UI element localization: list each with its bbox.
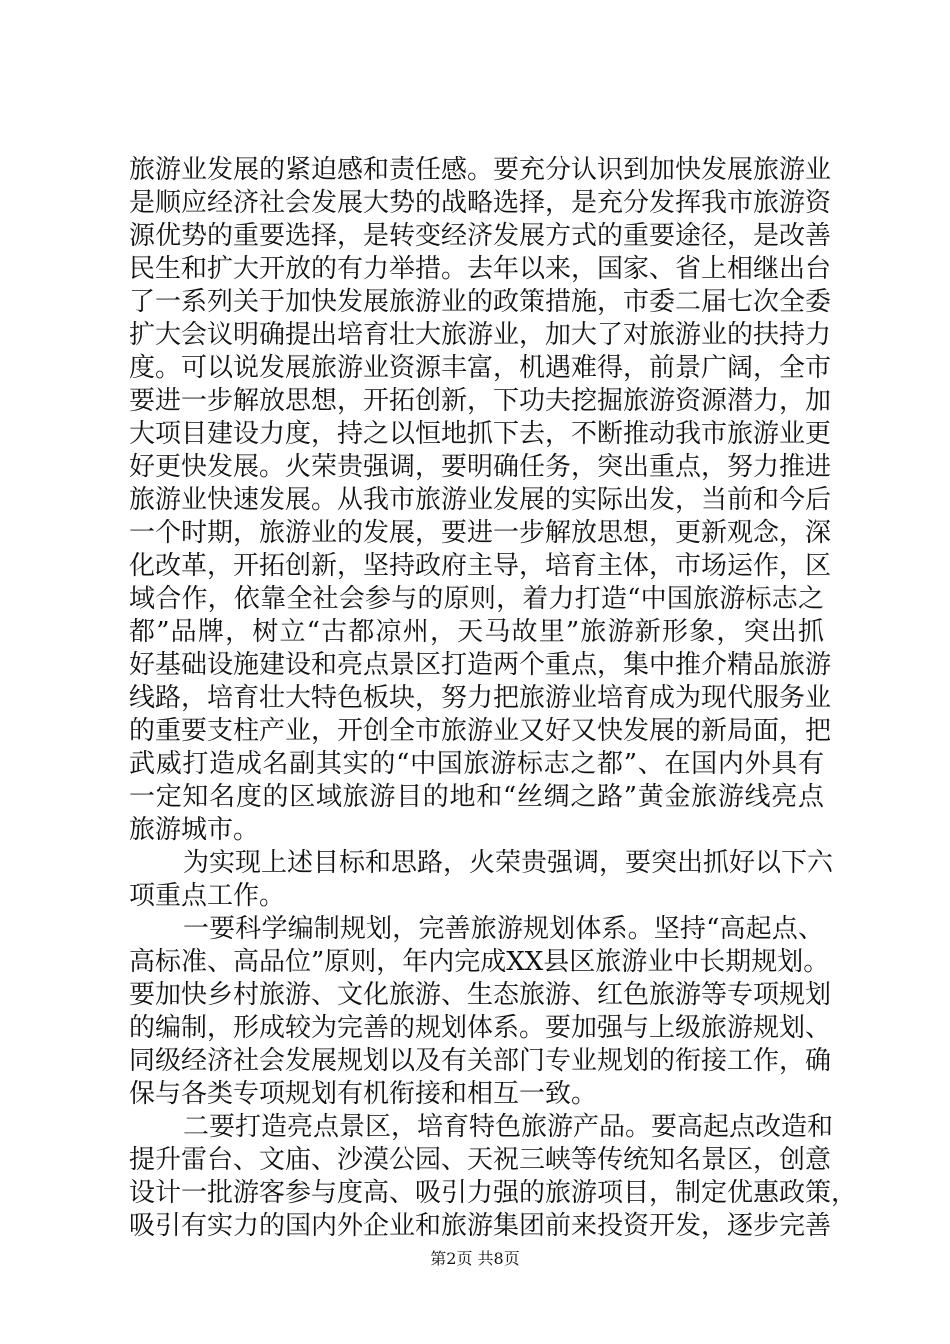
text-line: 源优势的重要选择，是转变经济发展方式的重要途径，是改善 — [129, 221, 832, 251]
text-line: 一个时期，旅游业的发展，要进一步解放思想，更新观念，深 — [129, 518, 832, 548]
text-line: 为实现上述目标和思路，火荣贵强调，要突出抓好以下六 — [183, 848, 834, 878]
text-line: 的编制，形成较为完善的规划体系。要加强与上级旅游规划、 — [129, 1013, 832, 1043]
text-line: 高标准、高品位”原则，年内完成XX县区旅游业中长期规划。 — [129, 947, 830, 977]
text-line: 武威打造成名副其实的“中国旅游标志之都”、在国内外具有 — [129, 749, 824, 779]
text-line: 度。可以说发展旅游业资源丰富，机遇难得，前景广阔，全市 — [129, 353, 832, 383]
text-line: 设计一批游客参与度高、吸引力强的旅游项目，制定优惠政策， — [129, 1178, 858, 1208]
text-line: 项重点工作。 — [129, 881, 286, 911]
text-line: 同级经济社会发展规划以及有关部门专业规划的衔接工作，确 — [129, 1046, 832, 1076]
text-line: 吸引有实力的国内外企业和旅游集团前来投资开发，逐步完善 — [129, 1211, 832, 1241]
text-line: 要进一步解放思想，开拓创新，下功夫挖掘旅游资源潜力，加 — [129, 386, 832, 416]
text-line: 都”品牌，树立“古都凉州，天马故里”旅游新形象，突出抓 — [129, 617, 824, 647]
text-line: 的重要支柱产业，开创全市旅游业又好又快发展的新局面，把 — [129, 716, 832, 746]
text-line: 保与各类专项规划有机衔接和相互一致。 — [129, 1079, 598, 1109]
text-line: 二要打造亮点景区，培育特色旅游产品。要高起点改造和 — [183, 1112, 834, 1142]
text-line: 民生和扩大开放的有力举措。去年以来，国家、省上相继出台 — [129, 254, 832, 284]
text-line: 好更快发展。火荣贵强调，要明确任务，突出重点，努力推进 — [129, 452, 832, 482]
text-line: 一定知名度的区域旅游目的地和“丝绸之路”黄金旅游线亮点 — [129, 782, 824, 812]
text-line: 域合作，依靠全社会参与的原则，着力打造“中国旅游标志之 — [129, 584, 824, 614]
text-line: 旅游业快速发展。从我市旅游业发展的实际出发，当前和今后 — [129, 485, 832, 515]
text-line: 大项目建设力度，持之以恒地抓下去，不断推动我市旅游业更 — [129, 419, 832, 449]
text-line: 旅游业发展的紧迫感和责任感。要充分认识到加快发展旅游业 — [129, 155, 832, 185]
body-text — [129, 154, 858, 1243]
text-line: 提升雷台、文庙、沙漠公园、天祝三峡等传统知名景区，创意 — [129, 1145, 832, 1175]
text-line: 好基础设施建设和亮点景区打造两个重点，集中推介精品旅游 — [129, 650, 832, 680]
page-number-label: 第2页 共8页 — [430, 1249, 520, 1268]
text-line: 是顺应经济社会发展大势的战略选择，是充分发挥我市旅游资 — [129, 188, 832, 218]
text-line: 线路，培育壮大特色板块，努力把旅游业培育成为现代服务业 — [129, 683, 832, 713]
text-line: 旅游城市。 — [129, 815, 260, 845]
text-line: 化改革，开拓创新，坚持政府主导，培育主体，市场运作，区 — [129, 551, 832, 581]
text-line: 扩大会议明确提出培育壮大旅游业，加大了对旅游业的扶持力 — [129, 320, 832, 350]
page-footer — [0, 1246, 950, 1269]
text-line: 了一系列关于加快发展旅游业的政策措施，市委二届七次全委 — [129, 287, 832, 317]
text-line: 一要科学编制规划，完善旅游规划体系。坚持“高起点、 — [183, 914, 824, 944]
text-line: 要加快乡村旅游、文化旅游、生态旅游、红色旅游等专项规划 — [129, 980, 832, 1010]
